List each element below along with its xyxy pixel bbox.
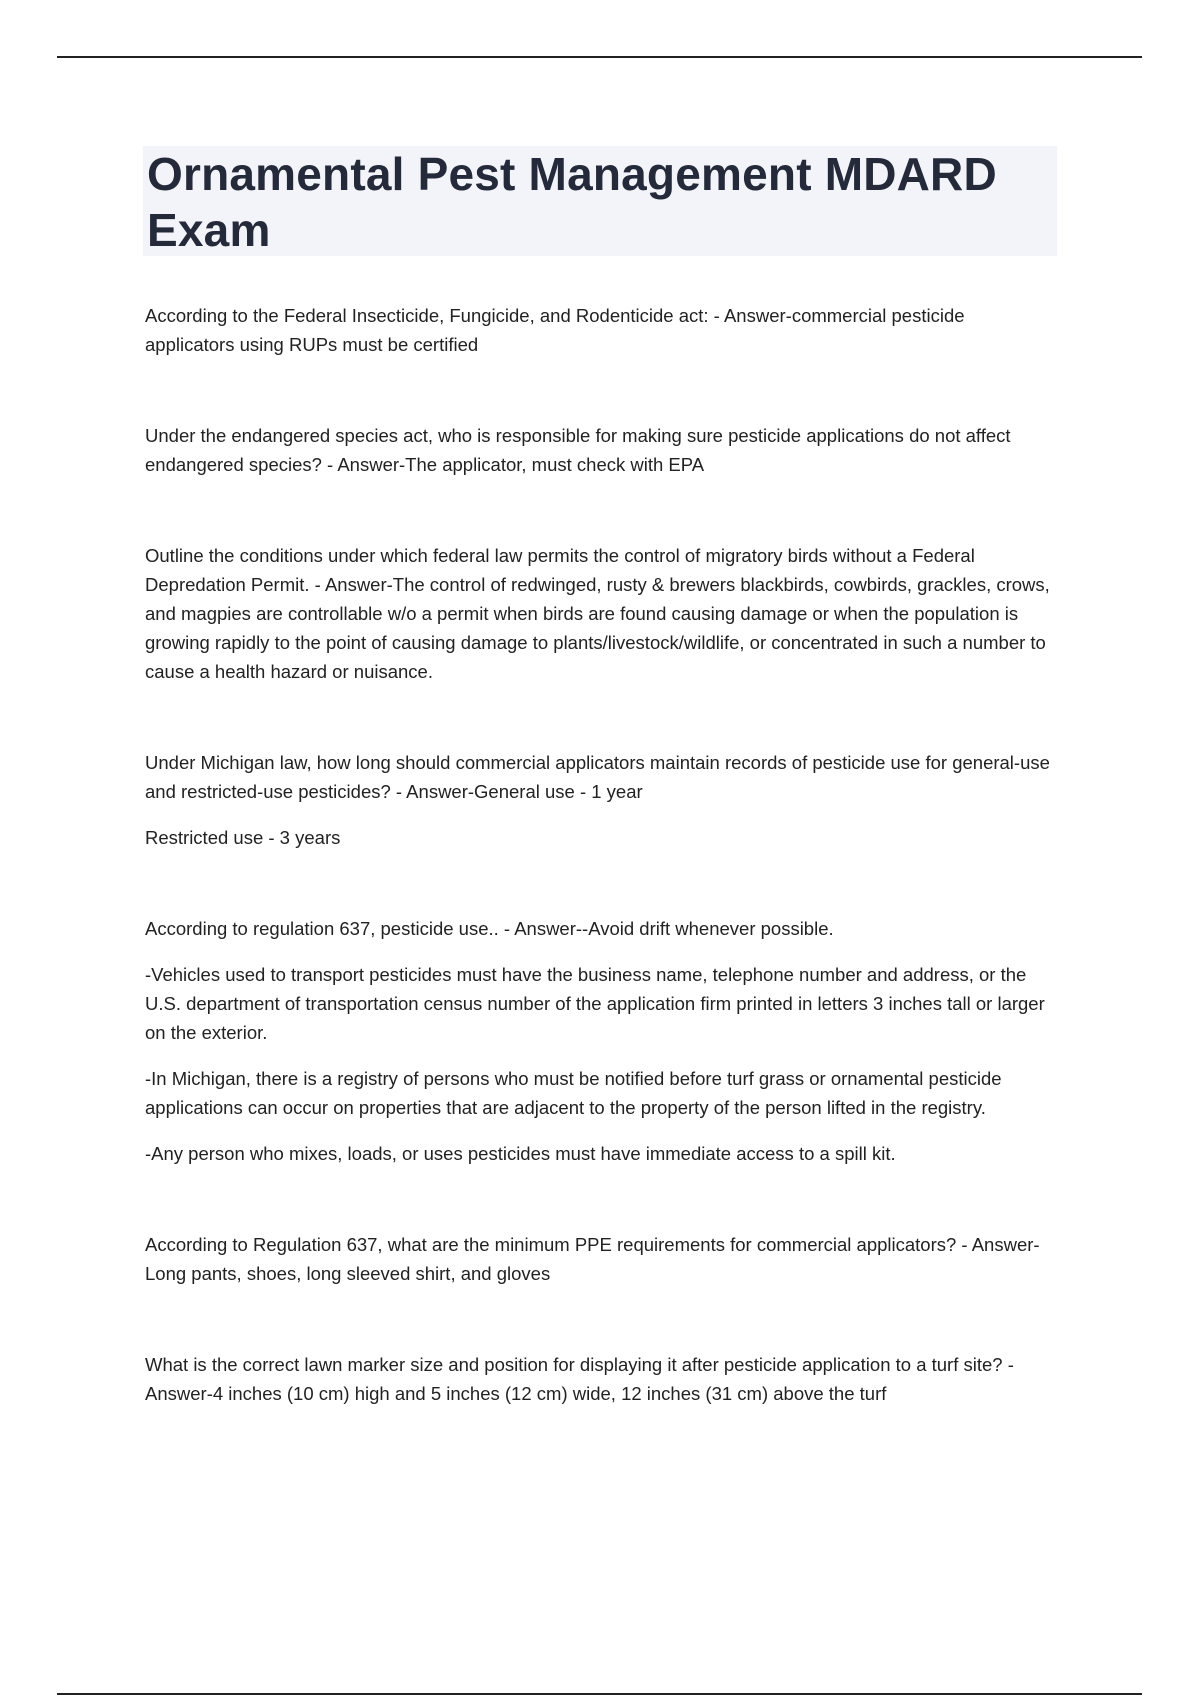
- qa-entry-7: [145, 1350, 1057, 1408]
- title-banner: [143, 146, 1057, 256]
- qa-entry-2: [145, 421, 1057, 479]
- qa-paragraph: Outline the conditions under which federal law permits the control of migratory birds without a Federal Depredation Permit. - Answer-The control of redwinged, rusty & brewers blackbirds, cowbirds, grackles, crows, and magpies are controllable w/o a permit when birds are found causing damage or when the population is growing rapidly to the point of causing damage to plants/livestock/wildlife, or concentrated in such a number to cause a health hazard or nuisance.: [145, 545, 1050, 682]
- top-rule: [57, 56, 1142, 58]
- qa-paragraph: -Any person who mixes, loads, or uses pesticides must have immediate access to a spill kit.: [145, 1143, 896, 1164]
- qa-paragraph: What is the correct lawn marker size and position for displaying it after pesticide application to a turf site? - Answer-4 inches (10 cm) high and 5 inches (12 cm) wide, 12 inches (31 cm) above the turf: [145, 1354, 1014, 1404]
- qa-paragraph: Under the endangered species act, who is responsible for making sure pesticide applications do not affect endangered species? - Answer-The applicator, must check with EPA: [145, 425, 1011, 475]
- qa-entry-4: [145, 748, 1057, 852]
- qa-paragraph: -Vehicles used to transport pesticides must have the business name, telephone number and address, or the U.S. department of transportation census number of the application firm printed in letters 3 inches tall or larger on the exterior.: [145, 964, 1045, 1043]
- qa-entry-3: [145, 541, 1057, 686]
- qa-list: [145, 301, 1057, 1408]
- document-title: Ornamental Pest Management MDARD Exam: [147, 148, 997, 256]
- qa-entry-5: [145, 914, 1057, 1168]
- qa-paragraph: Under Michigan law, how long should commercial applicators maintain records of pesticide use for general-use and restricted-use pesticides? - Answer-General use - 1 year: [145, 752, 1050, 802]
- qa-entry-1: [145, 301, 1057, 359]
- qa-paragraph: Restricted use - 3 years: [145, 827, 341, 848]
- qa-paragraph: According to the Federal Insecticide, Fungicide, and Rodenticide act: - Answer-commercial pesticide applicators using RUPs must be certified: [145, 305, 965, 355]
- qa-paragraph: -In Michigan, there is a registry of persons who must be notified before turf grass or ornamental pesticide applications can occur on properties that are adjacent to the property of the person lifted in the registry.: [145, 1068, 1002, 1118]
- bottom-rule: [57, 1693, 1142, 1695]
- qa-entry-6: [145, 1230, 1057, 1288]
- qa-paragraph: According to regulation 637, pesticide use.. - Answer--Avoid drift whenever possible.: [145, 918, 834, 939]
- qa-paragraph: According to Regulation 637, what are the minimum PPE requirements for commercial applicators? - Answer-Long pants, shoes, long sleeved shirt, and gloves: [145, 1234, 1040, 1284]
